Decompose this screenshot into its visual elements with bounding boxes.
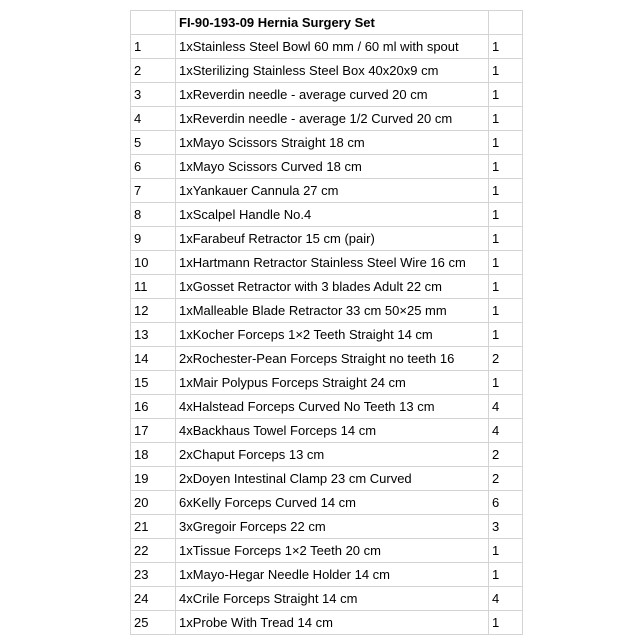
quantity-cell[interactable]: 1 bbox=[489, 371, 523, 395]
quantity-cell[interactable]: 1 bbox=[489, 563, 523, 587]
row-number-cell[interactable]: 6 bbox=[131, 155, 176, 179]
table-row bbox=[131, 419, 523, 443]
table-row bbox=[131, 299, 523, 323]
item-description-cell[interactable]: 2xChaput Forceps 13 cm bbox=[176, 443, 489, 467]
table-row bbox=[131, 491, 523, 515]
row-number-cell[interactable]: 4 bbox=[131, 107, 176, 131]
table-row bbox=[131, 203, 523, 227]
item-description-cell[interactable]: 1xYankauer Cannula 27 cm bbox=[176, 179, 489, 203]
table-row bbox=[131, 371, 523, 395]
row-number-cell[interactable]: 20 bbox=[131, 491, 176, 515]
quantity-cell[interactable]: 1 bbox=[489, 251, 523, 275]
item-description-cell[interactable]: 2xDoyen Intestinal Clamp 23 cm Curved bbox=[176, 467, 489, 491]
item-description-cell[interactable]: 1xFarabeuf Retractor 15 cm (pair) bbox=[176, 227, 489, 251]
item-description-cell[interactable]: 2xRochester-Pean Forceps Straight no teeth 16 bbox=[176, 347, 489, 371]
row-number-cell[interactable]: 15 bbox=[131, 371, 176, 395]
quantity-cell[interactable]: 2 bbox=[489, 443, 523, 467]
row-number-cell[interactable]: 8 bbox=[131, 203, 176, 227]
quantity-cell[interactable]: 1 bbox=[489, 611, 523, 635]
quantity-cell[interactable]: 4 bbox=[489, 419, 523, 443]
row-number-cell[interactable]: 24 bbox=[131, 587, 176, 611]
item-description-cell[interactable]: 1xMalleable Blade Retractor 33 cm 50×25 mm bbox=[176, 299, 489, 323]
row-number-cell[interactable]: 14 bbox=[131, 347, 176, 371]
table-row bbox=[131, 59, 523, 83]
table-row bbox=[131, 467, 523, 491]
item-description-cell[interactable]: 1xGosset Retractor with 3 blades Adult 22 cm bbox=[176, 275, 489, 299]
quantity-cell[interactable]: 6 bbox=[489, 491, 523, 515]
item-description-cell[interactable]: 1xStainless Steel Bowl 60 mm / 60 ml with spout bbox=[176, 35, 489, 59]
quantity-cell[interactable]: 1 bbox=[489, 155, 523, 179]
item-description-cell[interactable]: 1xKocher Forceps 1×2 Teeth Straight 14 cm bbox=[176, 323, 489, 347]
quantity-cell[interactable]: 4 bbox=[489, 395, 523, 419]
table-row bbox=[131, 83, 523, 107]
table-row bbox=[131, 563, 523, 587]
row-number-cell[interactable]: 12 bbox=[131, 299, 176, 323]
row-number-cell[interactable]: 25 bbox=[131, 611, 176, 635]
row-number-cell[interactable]: 11 bbox=[131, 275, 176, 299]
row-number-cell[interactable]: 10 bbox=[131, 251, 176, 275]
row-number-cell[interactable]: 3 bbox=[131, 83, 176, 107]
quantity-cell[interactable]: 1 bbox=[489, 131, 523, 155]
item-description-cell[interactable]: 1xMayo Scissors Curved 18 cm bbox=[176, 155, 489, 179]
row-number-cell[interactable]: 5 bbox=[131, 131, 176, 155]
quantity-cell[interactable]: 1 bbox=[489, 59, 523, 83]
quantity-cell[interactable]: 1 bbox=[489, 275, 523, 299]
row-number-cell[interactable]: 16 bbox=[131, 395, 176, 419]
table-row bbox=[131, 275, 523, 299]
quantity-cell[interactable]: 2 bbox=[489, 347, 523, 371]
item-description-cell[interactable]: 1xMayo-Hegar Needle Holder 14 cm bbox=[176, 563, 489, 587]
table-row bbox=[131, 443, 523, 467]
table-row bbox=[131, 131, 523, 155]
table-row bbox=[131, 539, 523, 563]
row-number-cell[interactable]: 2 bbox=[131, 59, 176, 83]
table-row bbox=[131, 587, 523, 611]
row-number-cell[interactable]: 1 bbox=[131, 35, 176, 59]
item-description-cell[interactable]: 4xCrile Forceps Straight 14 cm bbox=[176, 587, 489, 611]
quantity-cell[interactable]: 1 bbox=[489, 179, 523, 203]
quantity-cell[interactable]: 1 bbox=[489, 539, 523, 563]
quantity-cell[interactable]: 4 bbox=[489, 587, 523, 611]
quantity-cell[interactable]: 3 bbox=[489, 515, 523, 539]
row-number-cell[interactable]: 9 bbox=[131, 227, 176, 251]
item-description-cell[interactable]: 1xProbe With Tread 14 cm bbox=[176, 611, 489, 635]
table-row bbox=[131, 227, 523, 251]
set-title[interactable]: FI-90-193-09 Hernia Surgery Set bbox=[176, 11, 489, 35]
quantity-cell[interactable]: 1 bbox=[489, 35, 523, 59]
table-body bbox=[131, 11, 523, 635]
table-row bbox=[131, 179, 523, 203]
table-row bbox=[131, 395, 523, 419]
quantity-cell[interactable]: 1 bbox=[489, 107, 523, 131]
item-description-cell[interactable]: 6xKelly Forceps Curved 14 cm bbox=[176, 491, 489, 515]
quantity-cell[interactable]: 1 bbox=[489, 323, 523, 347]
row-number-cell[interactable]: 22 bbox=[131, 539, 176, 563]
spreadsheet-table-container bbox=[130, 10, 523, 635]
item-description-cell[interactable]: 1xHartmann Retractor Stainless Steel Wire 16 cm bbox=[176, 251, 489, 275]
item-description-cell[interactable]: 1xReverdin needle - average curved 20 cm bbox=[176, 83, 489, 107]
quantity-cell[interactable]: 2 bbox=[489, 467, 523, 491]
table-row bbox=[131, 35, 523, 59]
row-number-cell[interactable]: 17 bbox=[131, 419, 176, 443]
item-description-cell[interactable]: 1xSterilizing Stainless Steel Box 40x20x9 cm bbox=[176, 59, 489, 83]
item-description-cell[interactable]: 1xTissue Forceps 1×2 Teeth 20 cm bbox=[176, 539, 489, 563]
row-number-cell[interactable]: 19 bbox=[131, 467, 176, 491]
table-row bbox=[131, 611, 523, 635]
quantity-cell[interactable]: 1 bbox=[489, 227, 523, 251]
table-row bbox=[131, 251, 523, 275]
quantity-cell[interactable]: 1 bbox=[489, 299, 523, 323]
table-row bbox=[131, 155, 523, 179]
item-description-cell[interactable]: 4xBackhaus Towel Forceps 14 cm bbox=[176, 419, 489, 443]
instrument-table bbox=[130, 10, 523, 635]
row-number-cell[interactable]: 13 bbox=[131, 323, 176, 347]
table-row bbox=[131, 323, 523, 347]
table-row bbox=[131, 107, 523, 131]
table-row bbox=[131, 347, 523, 371]
item-description-cell[interactable]: 4xHalstead Forceps Curved No Teeth 13 cm bbox=[176, 395, 489, 419]
item-description-cell[interactable]: 3xGregoir Forceps 22 cm bbox=[176, 515, 489, 539]
row-number-cell[interactable]: 23 bbox=[131, 563, 176, 587]
row-number-cell[interactable]: 7 bbox=[131, 179, 176, 203]
item-description-cell[interactable]: 1xScalpel Handle No.4 bbox=[176, 203, 489, 227]
row-number-cell[interactable]: 18 bbox=[131, 443, 176, 467]
quantity-cell[interactable]: 1 bbox=[489, 203, 523, 227]
quantity-cell[interactable]: 1 bbox=[489, 83, 523, 107]
item-description-cell[interactable]: 1xMayo Scissors Straight 18 cm bbox=[176, 131, 489, 155]
item-description-cell[interactable]: 1xReverdin needle - average 1/2 Curved 20 cm bbox=[176, 107, 489, 131]
title-row-qty-cell[interactable] bbox=[489, 11, 523, 35]
title-row bbox=[131, 11, 523, 35]
item-description-cell[interactable]: 1xMair Polypus Forceps Straight 24 cm bbox=[176, 371, 489, 395]
table-row bbox=[131, 515, 523, 539]
title-row-num-cell[interactable] bbox=[131, 11, 176, 35]
row-number-cell[interactable]: 21 bbox=[131, 515, 176, 539]
